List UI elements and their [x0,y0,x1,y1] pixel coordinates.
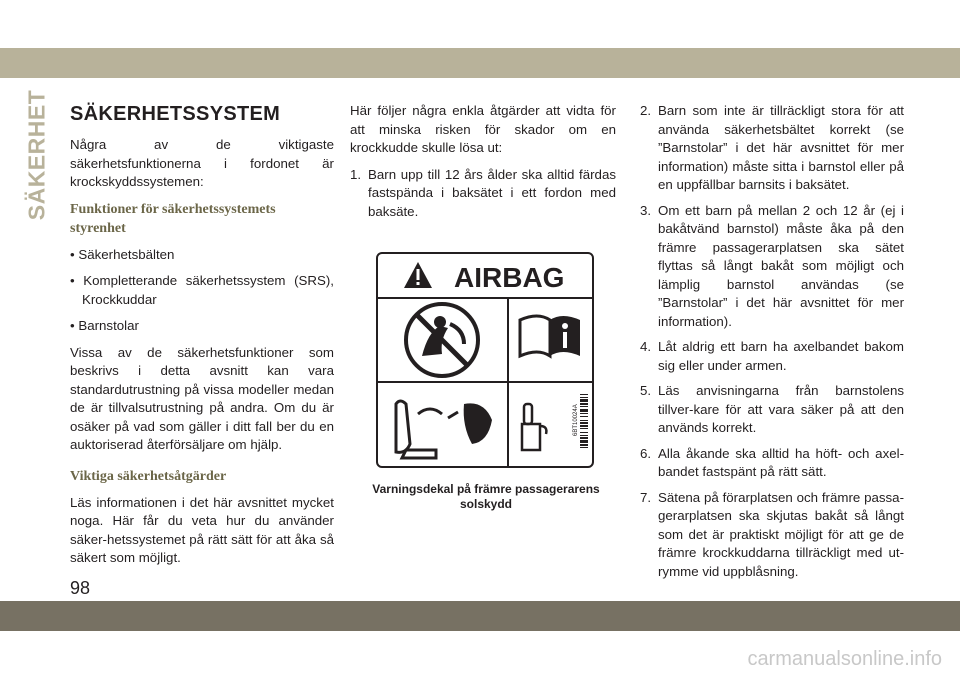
watermark: carmanualsonline.info [747,648,942,670]
barcode-bar [580,416,588,417]
list-number: 6. [640,445,652,461]
barcode-bar [580,397,588,398]
list-item [640,338,904,375]
barcode-bar [580,444,588,446]
barcode-bar [580,422,588,424]
list-number: 3. [640,202,652,218]
airbag-warning-label [376,252,594,468]
barcode-bar [580,394,588,395]
column-left [70,102,334,576]
barcode-bar [580,437,588,439]
airbag-label-graphic [378,254,592,466]
barcode-bar [580,409,588,412]
barcode-bar [580,432,588,433]
hand-pointing-icon [522,404,546,450]
body-paragraph: Vissa av de säkerhetsfunktioner som beskrivs i detta avsnitt kan vara standardutrustning på vissa modeller medan de är tillvalsutrustning på andra. Om du är osäker på vad som gäller i ditt fall ber du en auktoriserad återförsäljare om hjälp. [70,344,334,452]
barcode-bar [580,399,588,402]
barcode-bar [580,440,588,443]
column-right [640,102,904,588]
figure-caption: Varningsdekal på främre passagerarens solskydd [372,482,600,511]
list-text: Barn upp till 12 års ålder ska alltid färdas fastspända i baksätet i ett fordon med baksäte. [368,166,616,219]
barcode-bar [580,435,588,436]
page-title: SÄKERHETSSYSTEM [70,103,281,125]
list-item [640,445,904,482]
list-number: 1. [350,166,362,182]
barcode-bar [580,428,588,429]
heading-features: Funktioner för säkerhetssystemets styrenhet [70,201,276,236]
list-item [640,202,904,332]
barcode-bar [580,413,588,414]
list-number: 5. [640,383,652,398]
heading-important: Viktiga säkerhetsåtgärder [70,468,227,484]
airbag-label-title: AIRBAG [454,262,565,293]
list-text: Sätena på förarplatsen och främre passa-gerarplatsen ska skjutas bakåt så långt som det är praktiskt möjligt för att ge de främre krockkuddarna tillräckligt med ut-rymme vid uppblåsning. [658,489,904,579]
intro-paragraph: Några av de viktigaste säkerhetsfunktionerna i fordonet är krockskyddssystemen: [70,137,334,189]
barcode-bar [580,406,588,407]
list-item: • Kompletterande säkerhetssystem (SRS), Krockkuddar [70,273,334,307]
manual-info-icon [520,316,580,356]
section-tab-label: SÄKERHET [23,89,50,221]
barcode-icon [580,394,588,448]
intro-paragraph: Här följer några enkla åtgärder att vidta för att minska risken för skador om en krockkudde skulle lösa ut: [350,103,616,155]
list-number: 2. [640,103,652,118]
list-item [640,489,904,582]
column-middle [350,102,616,228]
bottom-band [0,601,960,631]
barcode-bar [580,420,588,421]
list-text: Läs anvisningarna från barnstolens tillver-kare för att vara säker på att den används korrekt. [658,383,904,435]
list-number: 7. [640,489,652,505]
top-band [0,48,960,78]
seat-airbag-icon [396,401,492,458]
list-number: 4. [640,339,652,354]
list-item [640,382,904,438]
section-tab [22,89,52,221]
barcode-bar [580,447,588,448]
warning-triangle-icon [404,262,432,288]
barcode-bar [580,425,588,427]
list-item [350,166,616,222]
label-code: 6BT10024A [573,404,579,436]
list-item: • Säkerhetsbälten [70,246,175,262]
no-child-seat-icon [406,304,478,376]
list-text: Låt aldrig ett barn ha axelbandet bakom sig eller under armen. [658,339,904,373]
page-number: 98 [70,578,91,598]
body-paragraph: Läs informationen i det här avsnittet mycket noga. Här får du veta hur du använder säker-hetssystemet på rätt sätt för att åka så säkert som möjligt. [70,494,334,565]
list-item [640,102,904,195]
barcode-bar [580,403,588,405]
list-text: Alla åkande ska alltid ha höft- och axel-bandet fastspänt på rätt sätt. [658,445,904,479]
list-text: Om ett barn på mellan 2 och 12 år (ej i bakåtvänd barnstol) måste åka på den främre passagerarplatsen ska sätet flyttas så långt bakåt som möjligt och lämplig barnstol användas (se ”Barnstolar” i det här avsnittet för mer information). [658,202,904,329]
list-text: Barn som inte är tillräckligt stora för att använda säkerhetsbältet korrekt (se ”Barnstolar” i det här avsnittet för mer information) måste sitta i barnstol eller på en uppfällbar barnsits i baksätet. [658,103,904,192]
list-item: • Barnstolar [70,318,139,333]
